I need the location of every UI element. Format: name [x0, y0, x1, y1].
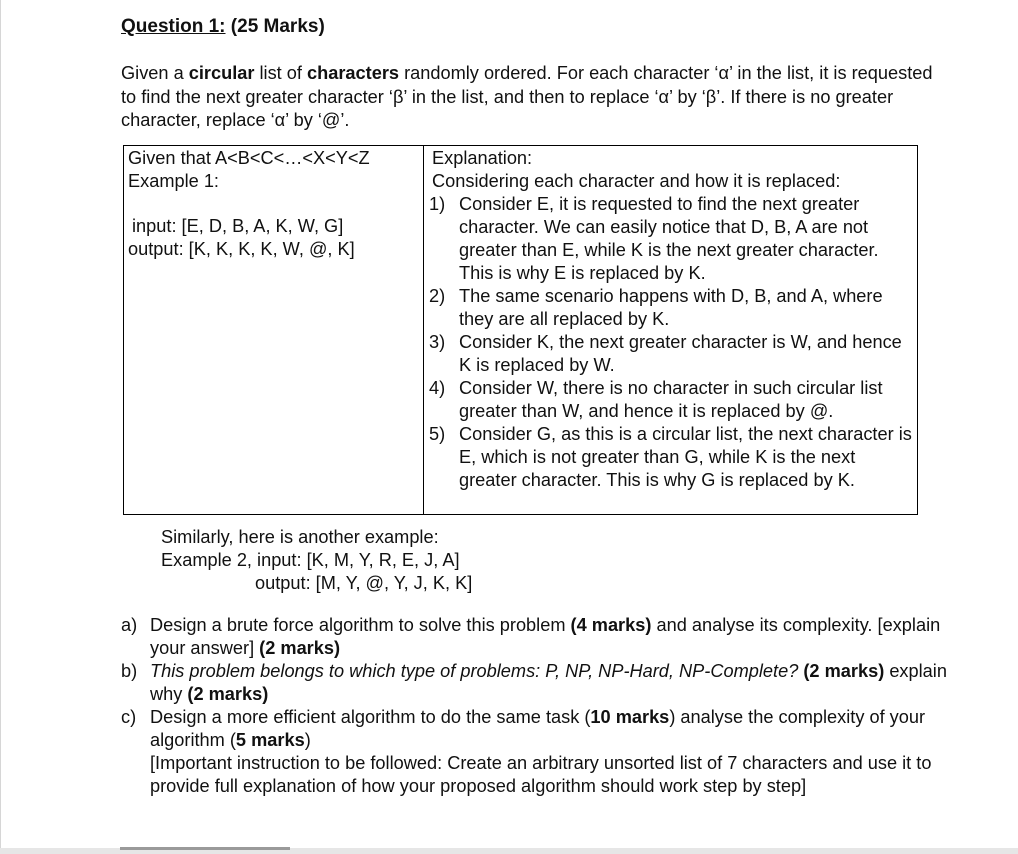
- question-parts: [121, 614, 951, 798]
- part-c-instruction: [Important instruction to be followed: Create an arbitrary unsorted list of 7 characters and use it to provide full explanation of how your proposed algorithm should work step by step]: [150, 753, 932, 796]
- intro-bold-characters: characters: [307, 63, 400, 83]
- example-table: [123, 145, 918, 515]
- intro-text-2: list of: [254, 63, 308, 83]
- example-1-input: input: [E, D, B, A, K, W, G]: [132, 216, 344, 236]
- part-a-marks-2: (2 marks): [259, 638, 341, 658]
- list-item: 4) Consider W, there is no character in such circular list greater than W, and hence it is replaced by @.: [429, 378, 883, 421]
- part-c-marks: 10 marks: [590, 707, 670, 727]
- part-a-marks: (4 marks): [570, 615, 652, 635]
- given-ordering: Given that A<B<C<…<X<Y<Z: [128, 148, 370, 168]
- list-item: 2) The same scenario happens with D, B, and A, where they are all replaced by K.: [429, 286, 883, 329]
- clipped-next-heading: [120, 847, 290, 850]
- part-c: c) Design a more efficient algorithm to do the same task (10 marks) analyse the complexity of your algorithm (5 marks) [Important instruction to be followed: Create an arbitrary unsorted list of 7 characters and use it to provide full explanation of how your proposed algorithm should work step by step]: [121, 706, 951, 798]
- question-heading: [121, 16, 325, 38]
- example-1-output: output: [K, K, K, K, W, @, K]: [128, 239, 355, 259]
- example-2-output: output: [M, Y, @, Y, J, K, K]: [255, 573, 473, 593]
- part-a: a) Design a brute force algorithm to solve this problem (4 marks) and analyse its complexity. [explain your answer] (2 marks): [121, 615, 941, 658]
- example-2-block: [161, 526, 472, 595]
- intro-text-1: Given a: [121, 63, 189, 83]
- part-b-letter: b): [121, 661, 138, 681]
- explanation-label: Explanation:: [432, 148, 533, 168]
- intro-text-3: randomly ordered. For each character ‘α’ in the list, it is requested to find the next greater character ‘β’ in the list, and then to replace ‘α’ by ‘β’. If there is no greater character, replace ‘α’ by ‘@’.: [121, 63, 933, 130]
- question-intro: [121, 62, 941, 133]
- part-a-letter: a): [121, 615, 138, 635]
- example-cell: [124, 146, 424, 515]
- explanation-list: [429, 193, 913, 492]
- part-b-marks-2: (2 marks): [187, 684, 269, 704]
- page-left-border: [0, 0, 1, 850]
- list-item: 3) Consider K, the next greater character is W, and hence K is replaced by W.: [429, 332, 902, 375]
- list-item: 1) Consider E, it is requested to find the next greater character. We can easily notice that D, B, A are not greater than E, while K is the next greater character. This is why E is replaced by K.: [429, 194, 879, 283]
- part-c-marks-2: 5 marks: [235, 730, 305, 750]
- part-c-letter: c): [121, 707, 137, 727]
- explanation-intro: Considering each character and how it is replaced:: [432, 171, 841, 191]
- intro-bold-circular: circular: [188, 63, 255, 83]
- similarly-text: Similarly, here is another example:: [161, 527, 439, 547]
- explanation-cell: [424, 146, 918, 515]
- question-marks: (25 Marks): [225, 16, 325, 37]
- part-b-marks: (2 marks): [803, 661, 885, 681]
- list-item: 5) Consider G, as this is a circular list, the next character is E, which is not greater than G, while K is the next greater character. This is why G is replaced by K.: [429, 424, 912, 490]
- example-2-input: Example 2, input: [K, M, Y, R, E, J, A]: [161, 550, 460, 570]
- part-b: b) This problem belongs to which type of problems: P, NP, NP-Hard, NP-Complete? (2 marks) explain why (2 marks): [121, 661, 947, 704]
- example-1-label: Example 1:: [128, 171, 219, 191]
- question-title: Question 1:: [121, 16, 226, 37]
